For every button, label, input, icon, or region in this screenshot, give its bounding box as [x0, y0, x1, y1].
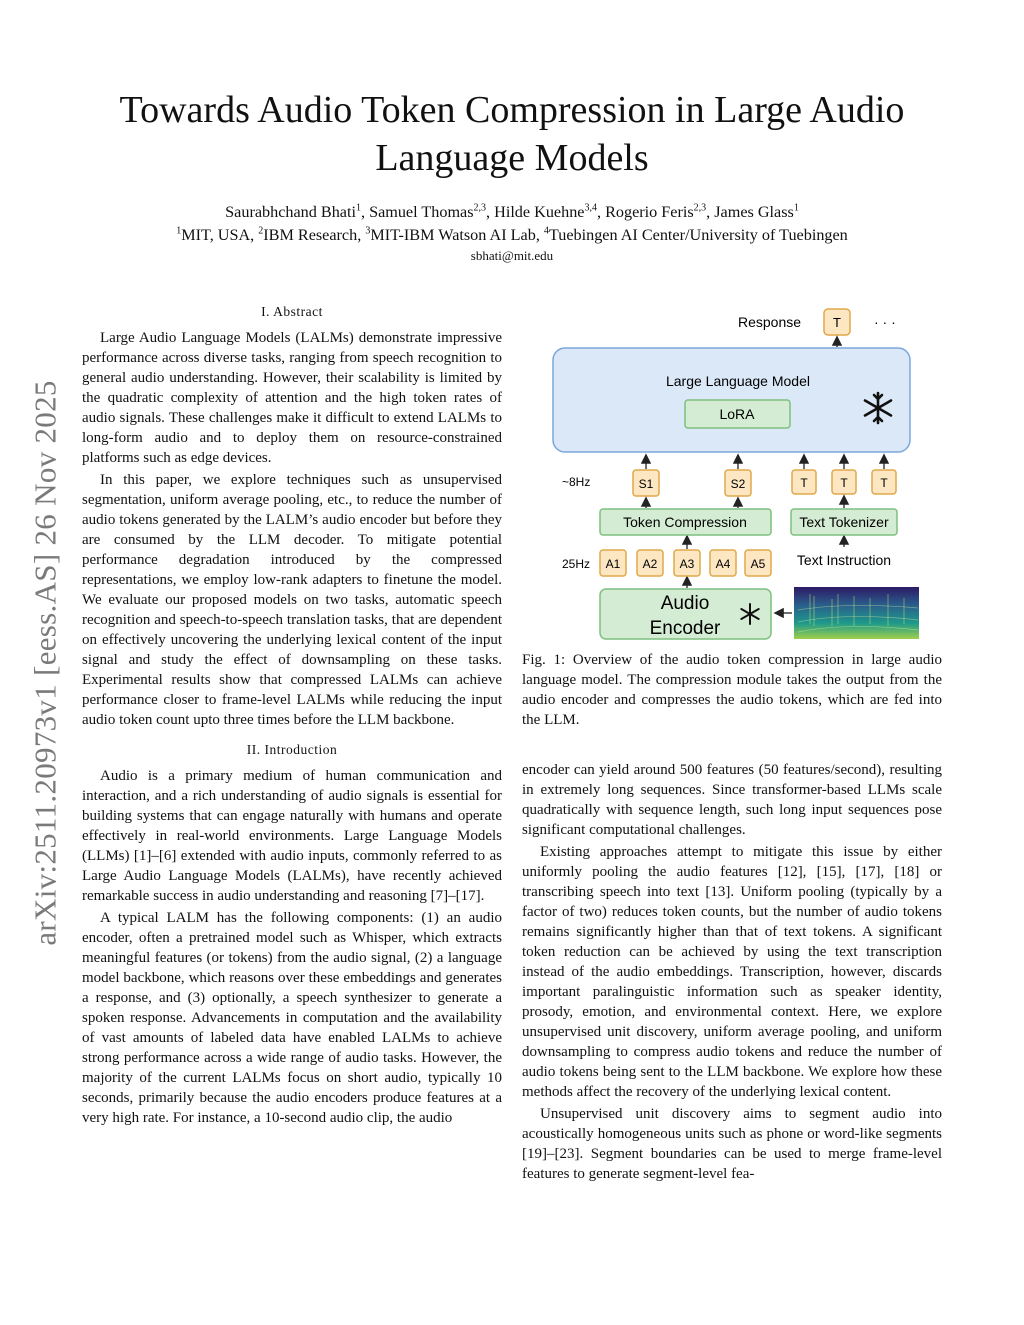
author-affiliation-mark: 3,4 — [584, 202, 597, 214]
left-column — [82, 302, 502, 1128]
response-label: Response — [738, 314, 802, 330]
spectrogram-image — [794, 587, 919, 639]
introduction-heading: II. Introduction — [246, 742, 338, 757]
rate-label-high: 25Hz — [562, 557, 591, 571]
text-instruction-label: Text Instruction — [796, 552, 892, 568]
text-token: T — [840, 476, 848, 490]
ellipsis: · · · — [874, 314, 896, 330]
text-token: T — [800, 476, 808, 490]
figure-1 — [548, 304, 920, 648]
affiliation: Tuebingen AI Center/University of Tuebingen — [548, 226, 848, 244]
author-affiliation-mark: 2,3 — [473, 202, 487, 214]
audio-token: A4 — [715, 557, 731, 571]
rate-label-low: ~8Hz — [562, 475, 591, 489]
segment-token: S1 — [638, 477, 654, 491]
affiliation-number: 4 — [543, 225, 549, 237]
lora-label: LoRA — [719, 406, 755, 422]
right-paragraph: encoder can yield around 500 features (50 features/second), resulting in extremely long sequences. Since transformer-based LLMs scale quadratically with sequence length, such long input sequences pose significant computational challenges. — [522, 762, 942, 838]
audio-token: A3 — [679, 557, 695, 571]
right-paragraph: Existing approaches attempt to mitigate this issue by either uniformly pooling the audio features [12], [15], [17], [18] or transcribing speech into text [13]. Uniform pooling (typically by a factor of two) reduces token counts, but the number of audio tokens remains significantly higher than that of text tokens. A significant token reduction can be achieved by using the text transcription instead of the audio embeddings. Transcription, however, discards important paralinguistic information such as speaker identity, prosody, emotion, and environmental context. Here, we explore unsupervised unit discovery, uniform average pooling, and uniform downsampling to compress audio tokens and reduce the number of audio tokens being sent to the LLM backbone. We explore how these methods affect the recovery of the underlying lexical content. — [522, 844, 942, 1100]
llm-label: Large Language Model — [665, 373, 811, 389]
abstract-paragraph: Large Audio Language Models (LALMs) demonstrate impressive performance across diverse tasks, ranging from speech recognition to general audio understanding. However, their scalability is limited by the quadratic complexity of attention and the high token rates of audio signals. These challenges make it difficult to extend LALMs to long-form audio and to deploy them on resource-constrained platforms such as edge devices. — [82, 330, 502, 466]
audio-token: A2 — [642, 557, 658, 571]
right-column — [522, 760, 942, 1184]
affiliation-list: $^1$MIT, USA, $^2$IBM Research, $^3$MIT-IBM Watson AI Lab, $^4$Tuebingen AI Center/University of Tuebingen — [176, 225, 848, 244]
response-token: T — [833, 315, 841, 330]
token-compression-label: Token Compression — [623, 514, 747, 530]
caption-paragraph — [522, 650, 942, 730]
text-tokenizer-label: Text Tokenizer — [799, 514, 889, 530]
author-list: Saurabhchand Bhati$^1$, Samuel Thomas$^{2,3}$, Hilde Kuehne$^{3,4}$, Rogerio Feris$^{2,3}$, James Glass$^1$ — [225, 202, 799, 221]
text-token: T — [880, 476, 888, 490]
affiliation: MIT-IBM Watson AI Lab — [370, 226, 536, 244]
caption-label: Fig. 1: — [522, 652, 566, 668]
figure-caption — [522, 650, 942, 730]
segment-token: S2 — [730, 477, 746, 491]
affiliation: IBM Research — [263, 226, 358, 244]
abstract-heading: I. Abstract — [261, 304, 323, 319]
affiliation: MIT, USA — [181, 226, 251, 244]
author-affiliation-mark: 1 — [793, 202, 799, 214]
abstract-paragraph: In this paper, we explore techniques such as unsupervised segmentation, uniform average pooling, etc., to reduce the number of audio tokens generated by the LALM’s audio encoder but before they are consumed by the LLM decoder. To mitigate potential performance degradation introduced by the compressed representations, we employ low-rank adapters to finetune the model. We evaluate our proposed models on two tasks, automatic speech recognition and speech-to-speech translation tasks, that are dependent on effectively uncovering the underlying lexical content of the input signal and study the effect of downsampling on these tasks. Experimental results show that compressed LALMs can achieve performance closer to frame-level LALMs while reducing the input audio token count upto three times before the LLM backbone. — [82, 472, 502, 728]
author-affiliation-mark: 2,3 — [693, 202, 707, 214]
audio-encoder-label-line1: Audio — [660, 593, 710, 614]
introduction-paragraph: A typical LALM has the following components: (1) an audio encoder, often a pretrained model such as Whisper, which extracts meaningful features (or tokens) from the audio signal, (2) a language model backbone, which reasons over these embeddings and generates a response, and (3) optionally, a speech synthesizer to generate a spoken response. Advancements in computation and the availability of vast amounts of labeled data have enabled LALMs to achieve strong performance across a wide range of audio tasks. However, the majority of the current LALMs focus on short audio, typically 10 seconds, primarily because the audio encoders produce features at a very high rate. For instance, a 10-second audio clip, the audio — [82, 910, 502, 1126]
arxiv-watermark — [26, 355, 66, 970]
right-paragraph: Unsupervised unit discovery aims to segment audio into acoustically homogeneous units such as phone or word-like segments [19]–[23]. Segment boundaries can be used to merge frame-level features to generate segment-level fea- — [522, 1106, 942, 1182]
arxiv-id: arXiv:2511.20973v1 [eess.AS] 26 Nov 2025 — [28, 379, 64, 946]
author: Hilde Kuehne — [494, 203, 585, 221]
author-affiliation-mark: 1 — [355, 202, 361, 214]
caption-text: Overview of the audio token compression in large audio language model. The compression module takes the output from the audio encoder and compresses the audio tokens, which are fed into the LLM. — [522, 652, 942, 728]
figure-diagram — [548, 304, 920, 648]
author: Rogerio Feris — [605, 203, 694, 221]
paper-title: Towards Audio Token Compression in Large Audio Language Models — [119, 89, 905, 179]
author: Samuel Thomas — [369, 203, 474, 221]
introduction-paragraph: Audio is a primary medium of human communication and interaction, and a rich understanding of audio signals is essential for building systems that can engage naturally with humans and operate effectively in real-world environments. Large Language Models (LLMs) [1]–[6] extended with audio inputs, commonly referred to as Large Audio Language Models (LALMs), have recently achieved remarkable success in audio understanding and reasoning [7]–[17]. — [82, 768, 502, 904]
author-block — [60, 201, 964, 247]
author-email: sbhati@mit.edu — [470, 248, 554, 263]
author: James Glass — [714, 203, 794, 221]
audio-token: A5 — [750, 557, 766, 571]
audio-token: A1 — [605, 557, 621, 571]
author: Saurabhchand Bhati — [225, 203, 356, 221]
audio-encoder-label-line2: Encoder — [649, 618, 721, 639]
affiliation-number: 3 — [365, 225, 371, 237]
affiliation-number: 1 — [176, 225, 182, 237]
affiliation-number: 2 — [258, 225, 264, 237]
audio-token-row — [600, 550, 771, 576]
